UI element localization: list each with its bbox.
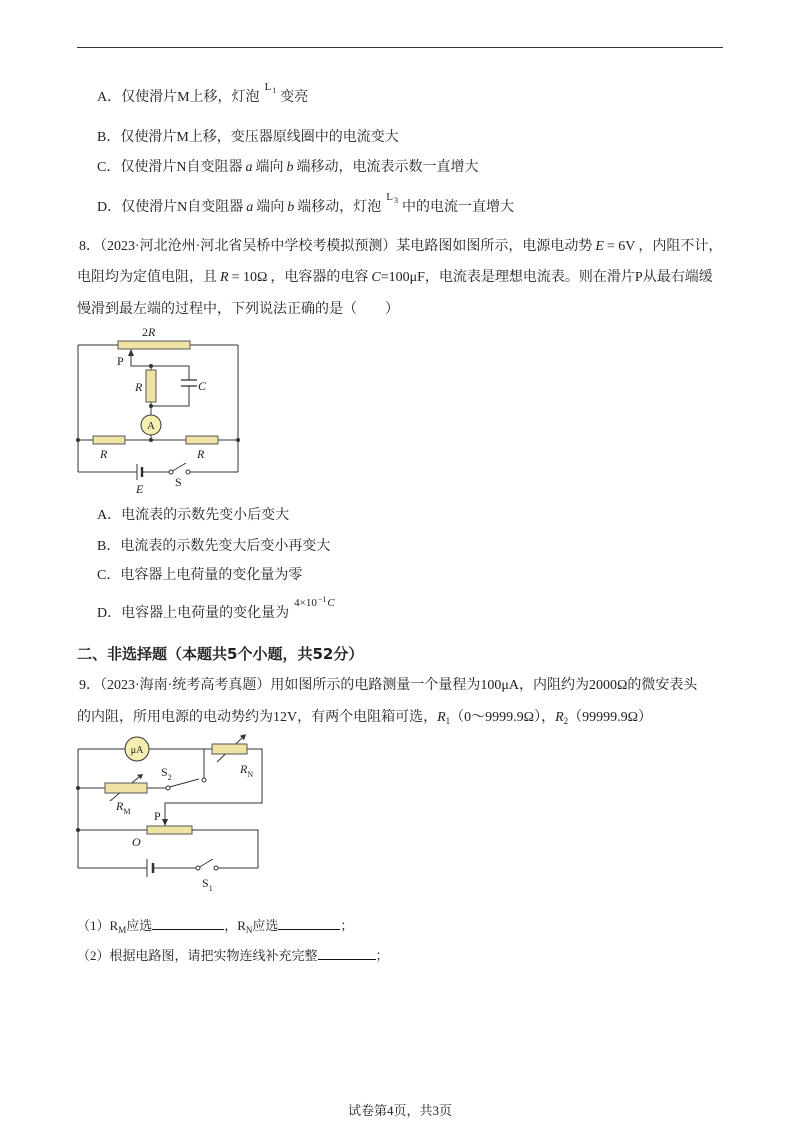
label-rm-subscript: M xyxy=(123,807,131,816)
resistance-value: = 10Ω xyxy=(231,270,268,285)
q9-text: 的内阻，所用电源的电动势约为12V，有两个电阻箱可选， xyxy=(77,710,438,725)
label-s2-subscript: 2 xyxy=(167,773,172,782)
rm-symbol: R xyxy=(109,918,119,933)
s1-contact xyxy=(214,866,218,870)
r2-symbol: R xyxy=(555,710,564,725)
label-rheostat-end-o: O xyxy=(132,835,141,849)
lamp-symbol: L xyxy=(386,191,393,203)
label-2r xyxy=(142,325,156,339)
part-1-number: （1） xyxy=(77,918,110,933)
slider-arrowhead xyxy=(162,819,168,826)
s2-switch-blade xyxy=(170,779,200,787)
label-emf: E xyxy=(136,482,144,496)
resistance-symbol: R xyxy=(220,270,229,285)
q7-option-d xyxy=(97,191,514,219)
resistor-right xyxy=(186,436,218,444)
wire-slider xyxy=(131,355,189,380)
s2-pivot xyxy=(166,786,170,790)
label-rm xyxy=(115,799,130,816)
junction-dot xyxy=(149,404,153,408)
answer-blank-wiring xyxy=(318,945,376,960)
label-slider-p: P xyxy=(154,809,161,823)
junction-dot xyxy=(149,438,153,442)
label-slider-p: P xyxy=(117,354,124,368)
junction-dot xyxy=(76,828,80,832)
label-rm-symbol: R xyxy=(116,799,124,813)
q7-option-a xyxy=(97,81,309,109)
q7-option-d-mid: 端向 xyxy=(256,200,285,215)
q7-option-c-text: C．仅使滑片N自变阻器 xyxy=(97,160,243,175)
q8-stem-line-2 xyxy=(77,268,713,288)
capacitance-value: =100μF xyxy=(380,270,425,285)
junction-dot xyxy=(149,364,153,368)
r2-spec: （99999.9Ω） xyxy=(568,710,653,725)
q8-circuit-diagram xyxy=(70,322,250,502)
q9-circuit-diagram xyxy=(70,733,275,893)
q8-text: ，内阻不计， xyxy=(638,239,723,254)
resistor-box-rm xyxy=(105,783,147,793)
s2-contact xyxy=(202,778,206,782)
label-microammeter: μA xyxy=(130,745,144,756)
q9-text: 用如图所示的电路测量一个量程为100μA，内阻约为2000Ω的微安表头 xyxy=(270,678,698,693)
label-rn-symbol: R xyxy=(240,762,248,776)
junction-dot xyxy=(236,438,240,442)
label-resistor-left: R xyxy=(100,447,108,461)
resistor-box-rn xyxy=(212,744,247,754)
q7-option-a-text: A．仅使滑片M上移，灯泡 xyxy=(97,90,260,105)
part-1-end: ； xyxy=(340,918,354,933)
q7-option-c xyxy=(97,158,478,178)
q7-option-c-tail: 端移动，电流表示数一直增大 xyxy=(296,160,479,175)
q8-text: 某电路图如图所示，电源电动势 xyxy=(396,239,593,254)
resistor-left xyxy=(93,436,125,444)
charge-expression xyxy=(294,597,335,609)
label-s2 xyxy=(161,765,172,782)
label-rn xyxy=(239,762,253,779)
label-switch: S xyxy=(175,475,182,489)
label-rn-subscript: N xyxy=(247,770,254,779)
q8-stem-line-1 xyxy=(79,237,722,257)
page-footer: 试卷第4页，共3页 xyxy=(347,1103,452,1118)
label-s2-symbol: S xyxy=(161,765,168,779)
wire-capacitor-return xyxy=(151,386,189,406)
q9-part-2 xyxy=(77,945,389,966)
q9-stem-line-1 xyxy=(79,676,697,696)
rn-subscript: N xyxy=(245,925,253,935)
label-capacitor: C xyxy=(198,379,207,393)
end-b-symbol: b xyxy=(286,160,294,175)
emf-symbol: E xyxy=(595,239,604,254)
r1-symbol: R xyxy=(437,710,446,725)
label-resistor-right: R xyxy=(197,447,205,461)
r2-subscript: 2 xyxy=(563,716,569,726)
q8-option-b: B．电流表的示数先变大后变小再变大 xyxy=(97,539,331,554)
q7-option-d-mid2: 端移动，灯泡 xyxy=(297,200,382,215)
rn-symbol: R xyxy=(237,918,246,933)
lamp-subscript: 3 xyxy=(393,196,398,205)
rheostat xyxy=(147,826,192,834)
charge-base: 4×10 xyxy=(294,597,317,609)
q8-source: （2023·河北沧州·河北省吴桥中学校考模拟预测） xyxy=(100,239,397,254)
lamp-symbol: L xyxy=(264,81,272,93)
label-s1 xyxy=(202,876,213,893)
label-resistor-middle: R xyxy=(135,380,143,394)
switch-contact-right xyxy=(186,470,190,474)
q8-option-a: A．电流表的示数先变小后变大 xyxy=(97,508,290,523)
resistor-middle xyxy=(146,370,156,402)
junction-dot xyxy=(76,438,80,442)
label-2r-number: 2 xyxy=(142,325,148,339)
q7-option-b: B．仅使滑片M上移，变压器原线圈中的电流变大 xyxy=(97,130,399,145)
label-s1-subscript: 1 xyxy=(208,884,213,893)
resistor-2r xyxy=(118,341,190,349)
label-s1-symbol: S xyxy=(202,876,209,890)
end-a-symbol: a xyxy=(245,160,253,175)
q8-stem-line-3: 慢滑到最左端的过程中，下列说法正确的是（ ） xyxy=(77,302,399,317)
part-2-text: （2）根据电路图，请把实物连线补充完整 xyxy=(77,948,318,963)
lamp-l1-label xyxy=(265,81,277,93)
s1-pivot xyxy=(196,866,200,870)
q8-text: 电阻均为定值电阻，且 xyxy=(77,270,217,285)
switch-contact-left xyxy=(169,470,173,474)
wire-rheostat-right xyxy=(192,830,258,868)
rm-subscript: M xyxy=(118,925,127,935)
lamp-subscript: 1 xyxy=(272,86,277,95)
q8-option-d-text: D．电容器上电荷量的变化量为 xyxy=(97,606,290,621)
header-rule xyxy=(77,47,723,48)
label-ammeter: A xyxy=(147,420,155,432)
charge-unit: C xyxy=(327,597,335,609)
end-b-symbol: b xyxy=(287,200,295,215)
q9-part-1 xyxy=(77,915,353,937)
section-heading: 二、非选择题（本题共5个小题，共52分） xyxy=(77,645,364,663)
q9-source: （2023·海南·统考高考真题） xyxy=(100,678,271,693)
slider-arrowhead xyxy=(128,349,134,356)
q8-number: 8． xyxy=(79,239,100,254)
part-2-end: ； xyxy=(375,948,389,963)
end-a-symbol: a xyxy=(246,200,254,215)
q7-option-d-tail: 中的电流一直增大 xyxy=(401,200,514,215)
q8-text: ，电容器的电容 xyxy=(270,270,369,285)
q8-text: ，电流表是理想电流表。则在滑片P从最右端缓 xyxy=(424,270,713,285)
r1-spec: （0～9999.9Ω）， xyxy=(450,710,556,725)
switch-blade xyxy=(173,463,187,471)
s1-switch-blade xyxy=(200,859,214,867)
q7-option-a-tail: 变亮 xyxy=(280,90,309,105)
junction-dot xyxy=(76,786,80,790)
q9-stem-line-2 xyxy=(77,708,652,728)
lamp-l3-label xyxy=(386,191,398,203)
charge-exponent: −1 xyxy=(317,595,327,604)
q7-option-c-mid: 端向 xyxy=(255,160,284,175)
rm-arrowhead xyxy=(137,774,143,779)
label-2r-symbol: R xyxy=(148,325,156,339)
r1-subscript: 1 xyxy=(445,716,451,726)
choose-text: 应选 xyxy=(126,918,153,933)
answer-blank-rn xyxy=(278,915,340,930)
answer-blank-rm xyxy=(152,915,224,930)
separator: ， xyxy=(224,918,238,933)
q9-number: 9． xyxy=(79,678,100,693)
choose-text: 应选 xyxy=(252,918,279,933)
q7-option-d-text: D．仅使滑片N自变阻器 xyxy=(97,200,244,215)
capacitance-symbol: C xyxy=(371,270,381,285)
emf-value: = 6V xyxy=(606,239,636,254)
q8-option-c: C．电容器上电荷量的变化量为零 xyxy=(97,568,303,583)
